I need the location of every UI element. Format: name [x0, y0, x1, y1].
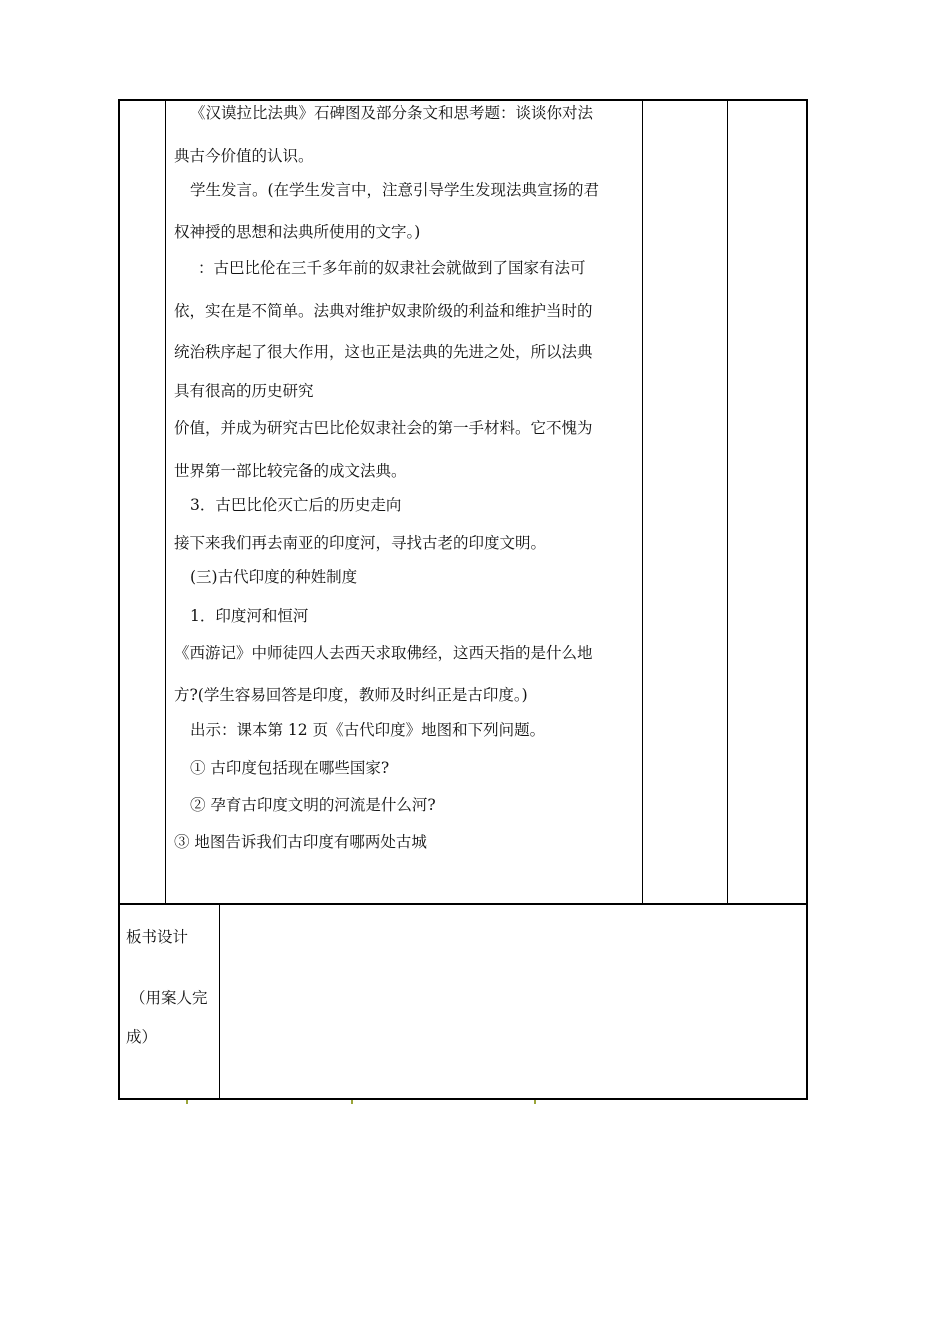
lesson-line: 学生发言。(在学生发言中，注意引导学生发现法典宣扬的君 [190, 181, 600, 199]
lesson-line: 接下来我们再去南亚的印度河，寻找古老的印度文明。 [174, 534, 547, 552]
column-divider-2 [642, 100, 643, 904]
board-design-table [118, 903, 808, 1100]
board-column-divider [219, 904, 220, 1098]
lesson-line: 具有很高的历史研究 [174, 382, 314, 400]
board-design-note: 成） [126, 1028, 158, 1046]
decorative-mark [186, 1100, 188, 1104]
lesson-line: 《西游记》中师徒四人去西天求取佛经，这西天指的是什么地 [174, 644, 593, 662]
lesson-line: 3．古巴比伦灭亡后的历史走向 [190, 496, 402, 514]
lesson-line: 价值，并成为研究古巴比伦奴隶社会的第一手材料。它不愧为 [174, 419, 593, 437]
lesson-line: 方?(学生容易回答是印度，教师及时纠正是古印度。) [174, 686, 528, 704]
lesson-line: 《汉谟拉比法典》石碑图及部分条文和思考题：谈谈你对法 [190, 104, 594, 122]
column-divider-3 [727, 100, 728, 904]
column-divider-1 [165, 100, 166, 904]
lesson-line: ③ 地图告诉我们古印度有哪两处古城 [174, 833, 427, 851]
lesson-line: ② 孕育古印度文明的河流是什么河? [190, 796, 436, 814]
board-design-note: （用案人完 [130, 989, 208, 1007]
lesson-line: ① 古印度包括现在哪些国家? [190, 759, 390, 777]
lesson-line: 1．印度河和恒河 [190, 607, 309, 625]
board-design-label: 板书设计 [126, 928, 189, 946]
lesson-line: 统治秩序起了很大作用，这也正是法典的先进之处，所以法典 [174, 343, 593, 361]
decorative-mark [351, 1100, 353, 1104]
lesson-line: (三)古代印度的种姓制度 [190, 568, 358, 586]
lesson-line: 世界第一部比较完备的成文法典。 [174, 462, 407, 480]
lesson-line: 出示：课本第 12 页《古代印度》地图和下列问题。 [190, 721, 546, 739]
lesson-line: 典古今价值的认识。 [174, 147, 314, 165]
lesson-line: ：古巴比伦在三千多年前的奴隶社会就做到了国家有法可 [198, 259, 586, 277]
lesson-line: 权神授的思想和法典所使用的文字。) [174, 223, 421, 241]
decorative-mark [534, 1100, 536, 1104]
lesson-line: 依，实在是不简单。法典对维护奴隶阶级的利益和维护当时的 [174, 302, 593, 320]
